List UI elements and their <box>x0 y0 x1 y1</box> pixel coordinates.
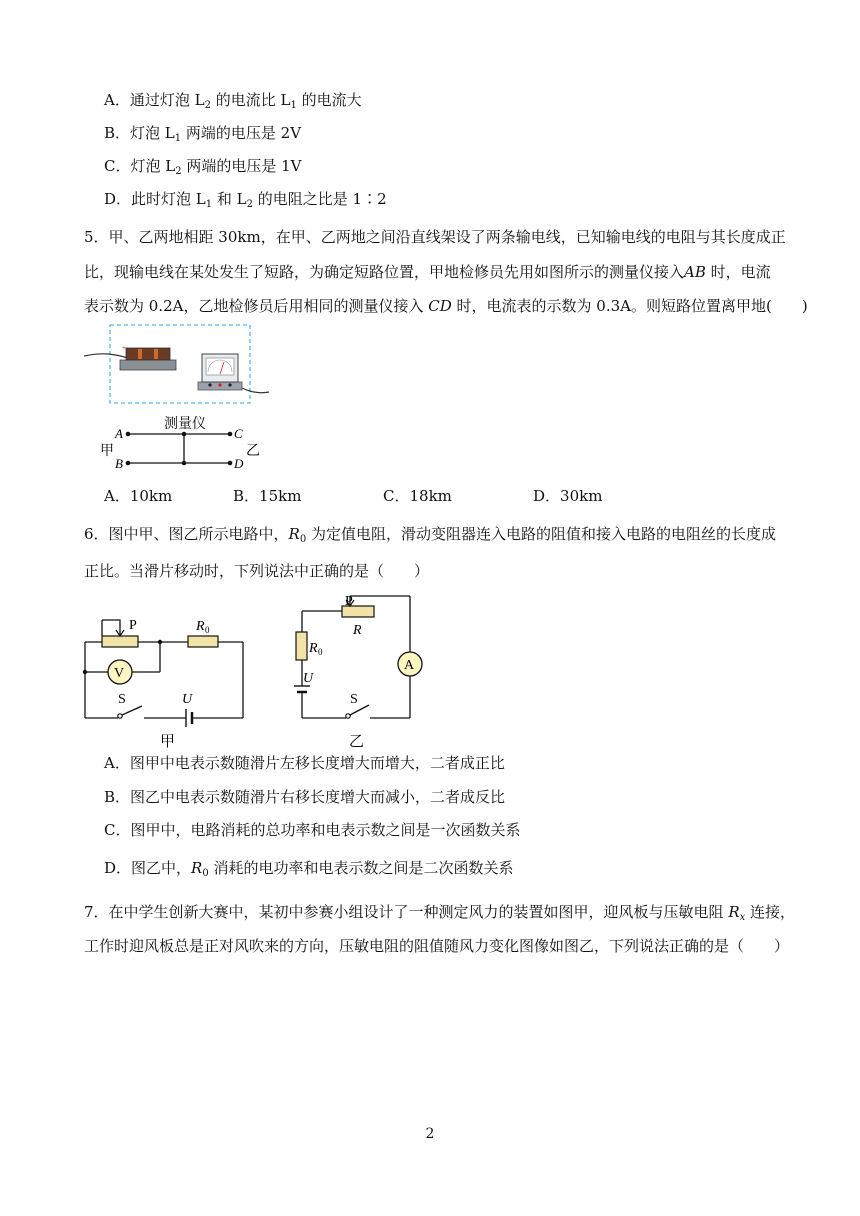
q5-stem-line1: 5．甲、乙两地相距 30km，在甲、乙两地之间沿直线架设了两条输电线，已知输电线的电阻与其长度成正 <box>84 228 786 246</box>
q6-figure-yi <box>286 586 426 748</box>
svg-text:+: + <box>122 344 126 352</box>
q6-option-a: A．图甲中电表示数随滑片左移长度增大而增大，二者成正比 <box>104 754 505 772</box>
q5-option-b: B．15km <box>233 487 302 505</box>
q5-option-c: C．18km <box>383 487 452 505</box>
instrument-label: 测量仪 <box>164 417 206 432</box>
q7-stem-line2: 工作时迎风板总是正对风吹来的方向，压敏电阻的阻值随风力变化图像如图乙，下列说法正确的是（ ） <box>84 937 790 955</box>
r0-label: R <box>196 619 205 634</box>
switch-s-label: S <box>350 692 358 707</box>
q5-stem-line2: 比，现输电线在某处发生了短路，为确定短路位置，甲地检修员先用如图所示的测量仪接入AB 时，电流 <box>84 263 771 281</box>
q6-option-b: B．图乙中电表示数随滑片右移长度增大而减小，二者成反比 <box>104 788 506 806</box>
q6-stem-line1: 6．图中甲、图乙所示电路中，$R_0$ 为定值电阻，滑动变阻器连入电路的阻值和接入电路的电阻丝的长度成 <box>84 525 776 545</box>
place-jia-label: 甲 <box>100 444 114 459</box>
q6-figure-jia <box>78 608 256 748</box>
q5-figure <box>84 322 284 478</box>
figure-caption-jia: 甲 <box>160 734 176 748</box>
q5-option-d: D．30km <box>533 487 603 505</box>
ammeter-label: A <box>404 658 415 673</box>
slider-p-label: P <box>129 618 137 633</box>
q6-option-d: D．图乙中，$R_0$ 消耗的电功率和电表示数之间是二次函数关系 <box>104 859 514 879</box>
svg-text:0: 0 <box>205 625 210 635</box>
rheostat-r-label: R <box>353 623 362 638</box>
place-yi-label: 乙 <box>246 444 260 459</box>
point-d-label: D <box>234 456 244 471</box>
figure-caption-yi: 乙 <box>349 734 365 748</box>
switch-s-label: S <box>118 692 126 707</box>
battery-icon <box>120 344 176 370</box>
point-a-label: A <box>115 426 123 441</box>
voltage-u-label: U <box>182 692 193 707</box>
resistor-r0-symbol <box>188 636 218 647</box>
point-c-label: C <box>234 426 243 441</box>
r0-label: R <box>309 641 318 656</box>
q7-stem-line1: 7．在中学生创新大赛中，某初中参赛小组设计了一种测定风力的装置如图甲，迎风板与压敏电阻 $R_x$ 连接， <box>84 903 796 923</box>
ammeter-instrument-icon <box>198 354 242 390</box>
slider-p-label: P <box>345 594 353 609</box>
q5-option-a: A．10km <box>104 487 173 505</box>
switch-s-symbol <box>122 706 142 715</box>
rheostat-symbol <box>102 636 138 647</box>
point-b-label: B <box>115 456 123 471</box>
q6-stem-line2: 正比。当滑片移动时，下列说法中正确的是（ ） <box>84 562 430 580</box>
q4-option-d: D．此时灯泡 $L_1$ 和 $L_2$ 的电阻之比是 1∶2 <box>104 190 387 210</box>
q4-option-a: A．通过灯泡 $L_2$ 的电流比 $L_1$ 的电流大 <box>104 91 362 111</box>
svg-text:0: 0 <box>318 647 323 657</box>
q4-option-b: B．灯泡 $L_1$ 两端的电压是 2V <box>104 124 302 144</box>
voltmeter-label: V <box>114 666 125 681</box>
page-number: 2 <box>425 1126 435 1142</box>
voltage-u-label: U <box>303 671 314 686</box>
resistor-r0-symbol <box>296 632 307 660</box>
q5-stem-line3: 表示数为 0.2A，乙地检修员后用相同的测量仪接入 CD 时，电流表的示数为 0.3A。则短路位置离甲地( ) <box>84 297 808 315</box>
q4-option-c: C．灯泡 $L_2$ 两端的电压是 1V <box>104 157 302 177</box>
q6-option-c: C．图甲中，电路消耗的总功率和电表示数之间是一次函数关系 <box>104 821 521 839</box>
